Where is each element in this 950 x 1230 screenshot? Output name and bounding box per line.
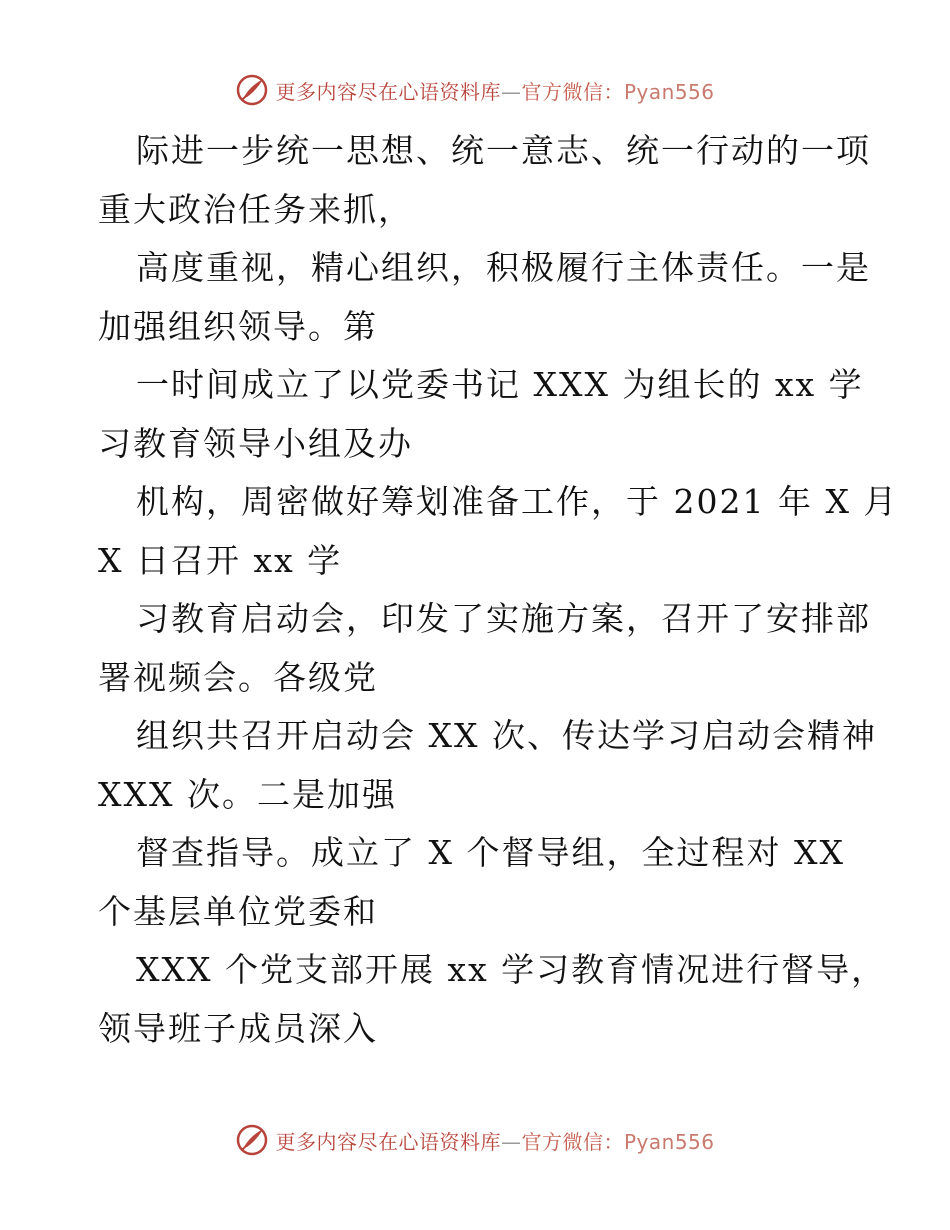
watermark-text: [275, 1126, 714, 1155]
watermark-dash: —: [500, 1129, 522, 1154]
text-line: 习教育启动会，印发了实施方案，召开了安排部: [136, 599, 871, 638]
text-line: 机构，周密做好筹划准备工作，于 2021 年 X 月: [136, 482, 899, 521]
footer-watermark: [0, 1120, 950, 1160]
text-line: 习教育领导小组及办: [98, 423, 413, 463]
watermark-wechat-label: 官方微信：: [521, 79, 624, 104]
text-line: XXX 个党支部开展 xx 学习教育情况进行督导，: [136, 950, 887, 989]
text-line: 督查指导。成立了 X 个督导组，全过程对 XX: [136, 833, 845, 872]
text-line: 高度重视，精心组织，积极履行主体责任。一是: [136, 248, 871, 287]
text-line: 个基层单位党委和: [98, 891, 378, 931]
watermark-text: [275, 76, 714, 105]
watermark-wechat-id: Pyan556: [623, 1129, 715, 1154]
text-line: 一时间成立了以党委书记 XXX 为组长的 xx 学: [136, 365, 864, 404]
text-line: 重大政治任务来抓，: [98, 189, 413, 229]
quill-circle-logo-icon: [235, 73, 269, 107]
header-watermark: [0, 70, 950, 110]
text-line: 加强组织领导。第: [98, 306, 378, 346]
text-line: X 日召开 xx 学: [98, 540, 343, 580]
watermark-site-text: 更多内容尽在心语资料库: [275, 1129, 501, 1154]
text-line: 组织共召开启动会 XX 次、传达学习启动会精神: [136, 716, 877, 755]
text-line: 署视频会。各级党: [98, 657, 378, 697]
watermark-dash: —: [500, 79, 522, 104]
text-line: XXX 次。二是加强: [98, 774, 397, 814]
watermark-site-text: 更多内容尽在心语资料库: [275, 79, 501, 104]
document-body: [98, 122, 899, 1058]
text-line: 际进一步统一思想、统一意志、统一行动的一项: [136, 131, 871, 170]
quill-circle-logo-icon: [235, 1123, 269, 1157]
watermark-wechat-id: Pyan556: [623, 79, 715, 104]
watermark-wechat-label: 官方微信：: [521, 1129, 624, 1154]
text-line: 领导班子成员深入: [98, 1008, 378, 1048]
